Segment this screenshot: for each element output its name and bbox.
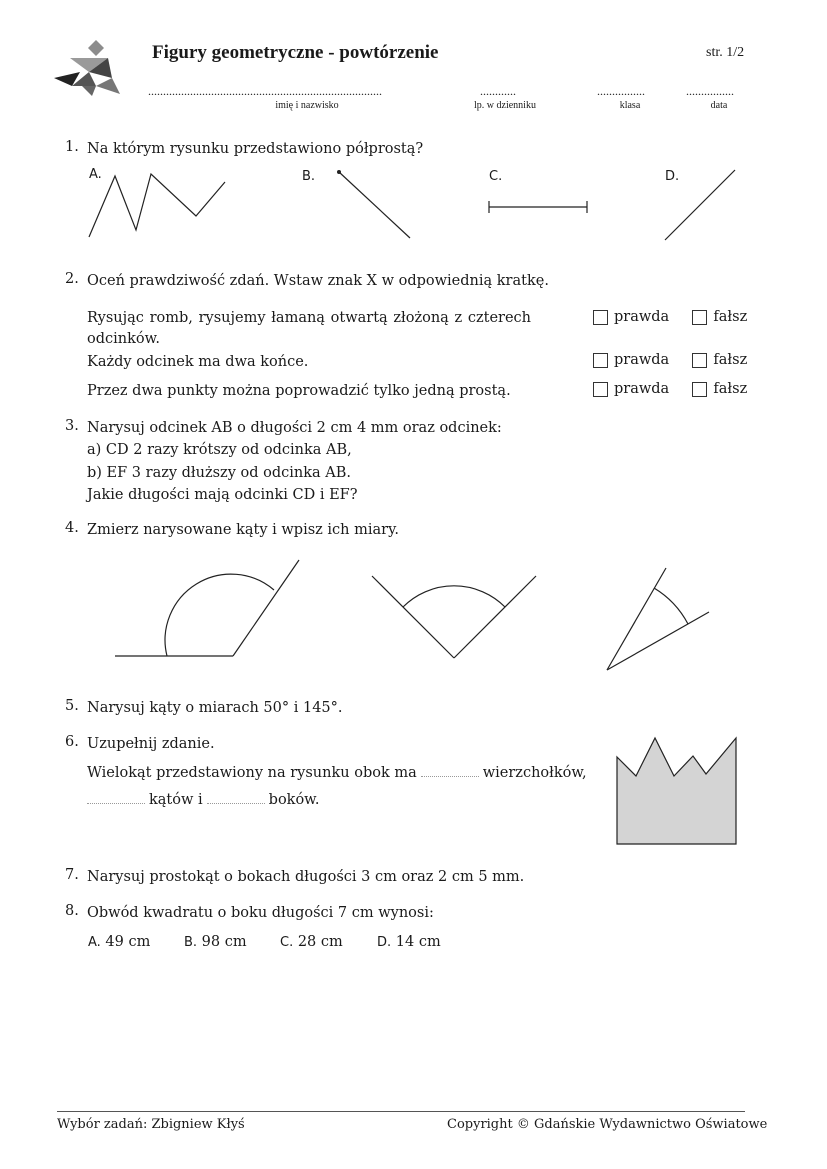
question-2-text: Oceń prawdziwość zdań. Wstaw znak X w odpowiednią kratkę. <box>87 273 549 289</box>
true-checkbox[interactable] <box>593 353 608 368</box>
question-5-text: Narysuj kąty o miarach 50° i 145°. <box>87 700 343 716</box>
false-label: fałsz <box>713 309 748 325</box>
question-7-text: Narysuj prostokąt o bokach długości 3 cm oraz 2 cm 5 mm. <box>87 869 525 885</box>
answer-row-1 <box>593 309 747 325</box>
publisher-logo <box>52 38 124 100</box>
question-3-line-4: Jakie długości mają odcinki CD i EF? <box>87 487 358 503</box>
question-4-text: Zmierz narysowane kąty i wpisz ich miary. <box>87 522 399 538</box>
option-letter: B. <box>184 935 198 950</box>
answer-option-d[interactable] <box>377 932 441 953</box>
question-6-sentence-2 <box>83 790 319 811</box>
right-angle <box>372 576 536 658</box>
question-number: 6. <box>65 734 79 750</box>
name-caption: imię i nazwisko <box>275 100 339 111</box>
sentence-part-2: wierzchołków, <box>482 765 587 781</box>
class-number-caption: lp. w dzienniku <box>474 100 536 111</box>
angles-blank[interactable] <box>87 793 145 804</box>
q1-figures <box>0 160 827 250</box>
question-8-text: Obwód kwadratu o boku długości 7 cm wynosi: <box>87 905 434 921</box>
true-label: prawda <box>614 352 670 368</box>
page-number: str. 1/2 <box>706 45 745 60</box>
acute-angle <box>607 568 709 670</box>
question-6-text: Uzupełnij zdanie. <box>87 736 215 752</box>
option-label-d: D. <box>665 169 680 184</box>
footer-divider <box>57 1111 745 1112</box>
answer-option-b[interactable] <box>184 932 247 953</box>
footer-copyright: Copyright © Gdańskie Wydawnictwo Oświatowe <box>447 1117 768 1132</box>
question-3-line-3: b) EF 3 razy dłuższy od odcinka AB. <box>87 465 352 481</box>
option-label-a: A. <box>89 167 102 182</box>
sentence-part-1: Wielokąt przedstawiony na rysunku obok ma <box>87 765 417 781</box>
statement-3: Przez dwa punkty można poprowadzić tylko jedną prostą. <box>87 383 511 399</box>
question-6-sentence-1 <box>87 763 587 784</box>
sides-blank[interactable] <box>207 793 265 804</box>
answer-option-c[interactable] <box>280 932 343 953</box>
option-label-c: C. <box>489 169 503 184</box>
false-checkbox[interactable] <box>692 382 707 397</box>
question-number: 2. <box>65 271 79 287</box>
option-value: 49 cm <box>105 934 151 950</box>
false-label: fałsz <box>713 381 748 397</box>
option-label-b: B. <box>302 169 316 184</box>
option-letter: D. <box>377 935 392 950</box>
option-value: 98 cm <box>201 934 247 950</box>
false-checkbox[interactable] <box>692 353 707 368</box>
polyline-figure-a <box>89 174 225 237</box>
line-figure-d <box>665 170 735 240</box>
question-number: 3. <box>65 418 79 434</box>
question-number: 8. <box>65 903 79 919</box>
answer-row-3 <box>593 381 747 397</box>
name-field[interactable]: .............................................................................. <box>148 84 382 98</box>
question-3-line-2: a) CD 2 razy krótszy od odcinka AB, <box>87 442 352 458</box>
question-number: 7. <box>65 867 79 883</box>
option-value: 14 cm <box>395 934 441 950</box>
date-field[interactable]: ................ <box>686 84 734 98</box>
statement-1: Rysując romb, rysujemy łamaną otwartą złożoną z czterech odcinków. <box>87 310 531 347</box>
true-label: prawda <box>614 309 670 325</box>
option-letter: C. <box>280 935 294 950</box>
answer-option-a[interactable] <box>88 932 150 953</box>
footer-author: Wybór zadań: Zbigniew Kłyś <box>57 1117 245 1132</box>
angles-figure <box>0 550 827 680</box>
statement-2: Każdy odcinek ma dwa końce. <box>87 354 309 370</box>
class-caption: klasa <box>619 100 641 111</box>
question-number: 5. <box>65 698 79 714</box>
option-value: 28 cm <box>297 934 343 950</box>
sentence-part-4: boków. <box>268 792 320 808</box>
vertices-blank[interactable] <box>421 766 479 777</box>
false-checkbox[interactable] <box>692 310 707 325</box>
true-label: prawda <box>614 381 670 397</box>
question-number: 1. <box>65 139 79 155</box>
sentence-part-3: kątów i <box>149 792 203 808</box>
true-checkbox[interactable] <box>593 382 608 397</box>
polygon-figure <box>610 732 745 852</box>
ray-figure-b <box>339 172 410 238</box>
true-checkbox[interactable] <box>593 310 608 325</box>
page-title: Figury geometryczne - powtórzenie <box>152 42 439 63</box>
answer-row-2 <box>593 352 747 368</box>
false-label: fałsz <box>713 352 748 368</box>
obtuse-angle <box>115 560 299 656</box>
question-3-line-1: Narysuj odcinek AB o długości 2 cm 4 mm oraz odcinek: <box>87 420 502 436</box>
option-letter: A. <box>88 935 101 950</box>
question-number: 4. <box>65 520 79 536</box>
question-1-text: Na którym rysunku przedstawiono półprostą? <box>87 141 424 157</box>
class-number-field[interactable]: ............ <box>480 84 516 98</box>
class-field[interactable]: ................ <box>597 84 645 98</box>
date-caption: data <box>710 100 728 111</box>
